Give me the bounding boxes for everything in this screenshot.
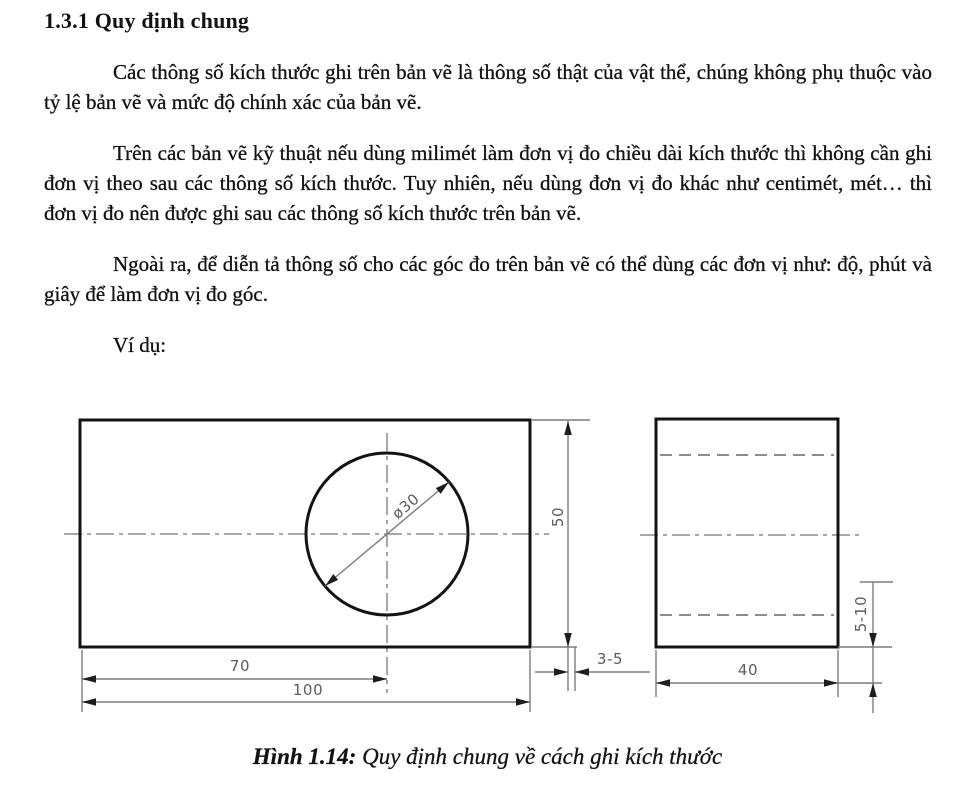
paragraph-3: Ngoài ra, để diễn tả thông số cho các góc đo trên bản vẽ có thể dùng các đơn vị như: độ, phút và giây để làm đơn vị đo góc. — [44, 252, 932, 306]
dim-label-diameter: ø30 — [388, 489, 424, 523]
side-view-outline — [656, 419, 838, 647]
front-view — [64, 420, 650, 712]
figure-caption — [0, 744, 975, 770]
dim-label-40: 40 — [737, 661, 759, 679]
dimension-40 — [656, 661, 882, 687]
dim-label-50: 50 — [549, 506, 567, 528]
technical-drawing-figure — [0, 400, 975, 740]
paragraph-2: Trên các bản vẽ kỹ thuật nếu dùng milimét làm đơn vị đo chiều dài kích thước thì không cần ghi đơn vị theo sau các thông số kích thước. Tuy nhiên, nếu dùng đơn vị đo khác như centimét, mét… thì đơn vị đo nên được ghi sau các thông số kích thước trên bản vẽ. — [44, 141, 932, 225]
dim-label-70: 70 — [229, 657, 251, 675]
dimension-50 — [549, 421, 572, 691]
figure-caption-label: Hình 1.14: — [252, 744, 357, 769]
dim-label-100: 100 — [292, 681, 324, 699]
front-view-extension-lines — [82, 420, 590, 712]
text-column — [44, 6, 932, 360]
dim-label-5-10: 5-10 — [852, 595, 870, 633]
dimension-100 — [82, 681, 530, 706]
section-heading: 1.3.1 Quy định chung — [44, 8, 250, 33]
paragraph-1: Các thông số kích thước ghi trên bản vẽ là thông số thật của vật thể, chúng không phụ thuộc vào tỷ lệ bản vẽ và mức độ chính xác của bản vẽ. — [44, 60, 932, 114]
dim-label-3-5: 3-5 — [596, 650, 624, 668]
dimension-3-5 — [535, 650, 650, 676]
front-view-centerlines — [64, 433, 549, 693]
dimension-70 — [82, 657, 387, 683]
side-view — [640, 419, 893, 713]
example-label: Ví dụ: — [113, 333, 167, 357]
figure-caption-text: Quy định chung về cách ghi kích thước — [356, 744, 723, 769]
